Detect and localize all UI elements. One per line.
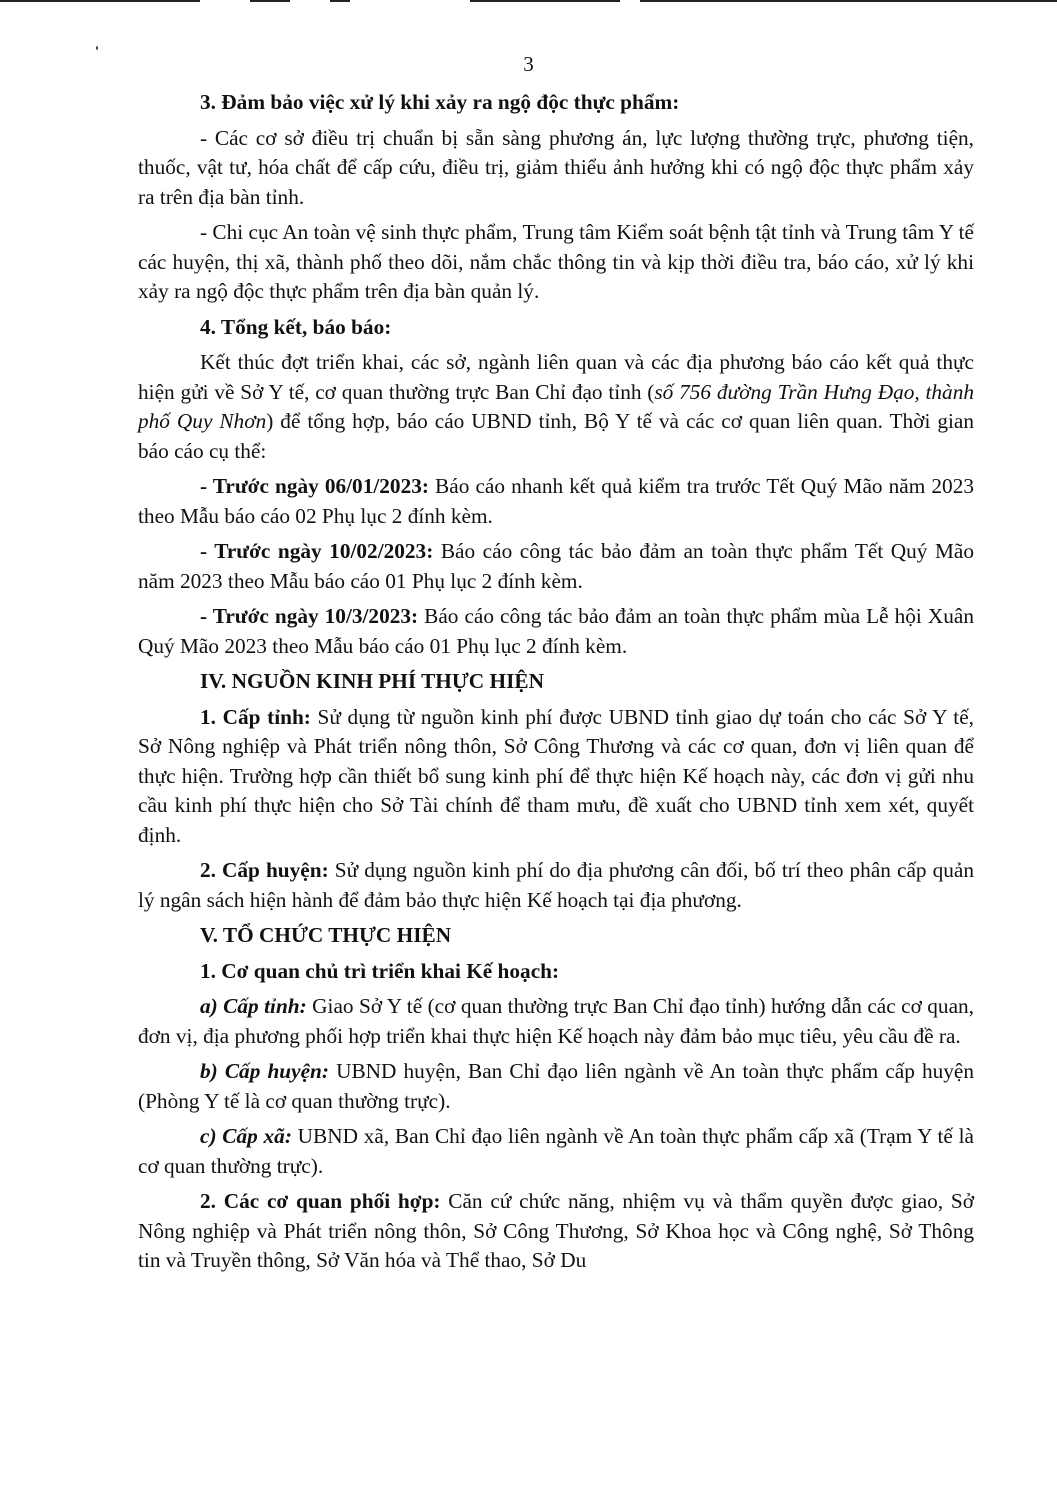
deadline-label: - Trước ngày 10/02/2023: [200,539,434,563]
subsection-heading: 1. Cơ quan chủ trì triển khai Kế hoạch: [200,958,560,983]
text: Sử dụng nguồn kinh phí do địa phương cân đối, bố trí theo phân cấp quản lý ngân sách hiện hành để đảm bảo thực hiện Kế hoạch tại địa phương. [138,858,974,912]
paragraph: - Chi cục An toàn vệ sinh thực phẩm, Trung tâm Kiểm soát bệnh tật tỉnh và Trung tâm Y tế các huyện, thị xã, thành phố theo dõi, nắm chắc thông tin và kịp thời điều tra, báo cáo, xử lý khi xảy ra ngộ độc thực phẩm trên địa bàn quản lý. [138,220,974,303]
deadline-item [138,537,974,596]
section-3-heading: 3. Đảm bảo việc xử lý khi xảy ra ngộ độc thực phẩm: [200,90,680,114]
deadline-item [138,602,974,661]
section-4-heading: 4. Tổng kết, báo báo: [200,314,392,339]
text: UBND huyện, Ban Chỉ đạo liên ngành về An toàn thực phẩm cấp huyện (Phòng Y tế là cơ quan thường trực). [138,1059,974,1113]
page-number: 3 [523,52,534,76]
document-body [138,88,974,1282]
text: Căn cứ chức năng, nhiệm vụ và thẩm quyền được giao, Sở Nông nghiệp và Phát triển nông thôn, Sở Công Thương, Sở Khoa học và Công nghệ, Sở Thông tin và Truyền thông, Sở Văn hóa và Thể thao, Sở Du [138,1189,975,1272]
paragraph [138,992,974,1051]
paragraph [138,1057,974,1116]
item-label: c) Cấp xã: [200,1124,292,1148]
text: Sử dụng từ nguồn kinh phí được UBND tỉnh giao dự toán cho các Sở Y tế, Sở Nông nghiệp và Phát triển nông thôn, Sở Công Thương và các cơ quan, đơn vị liên quan để thực hiện. Trường hợp cần thiết bổ sung kinh phí để thực hiện Kế hoạch này, các đơn vị gửi nhu cầu kinh phí thực hiện cho Sở Tài chính để tham mưu, đề xuất cho UBND tỉnh xem xét, quyết định. [138,704,974,847]
section-iv-heading: IV. NGUỒN KINH PHÍ THỰC HIỆN [200,669,544,693]
item-label: a) Cấp tỉnh: [200,994,307,1018]
address-text: số 756 đường Trần Hưng Đạo, thành phố Quy Nhơn [138,379,975,433]
deadline-text: Báo cáo công tác bảo đảm an toàn thực phẩm Tết Quý Mão năm 2023 theo Mẫu báo cáo 01 Phụ lục 2 đính kèm. [138,539,974,593]
paragraph [138,1122,974,1181]
text: ) để tổng hợp, báo cáo UBND tỉnh, Bộ Y tế và các cơ quan liên quan. Thời gian báo cáo cụ thể: [138,409,974,463]
deadline-text: Báo cáo công tác bảo đảm an toàn thực phẩm mùa Lễ hội Xuân Quý Mão 2023 theo Mẫu báo cáo 01 Phụ lục 2 đính kèm. [138,604,974,658]
scan-edge-line [0,0,200,2]
scan-edge-line [330,0,350,2]
section-v-heading: V. TỔ CHỨC THỰC HIỆN [200,923,452,947]
paragraph [138,856,974,915]
text: Kết thúc đợt triển khai, các sở, ngành liên quan và các địa phương báo cáo kết quả thực hiện gửi về Sở Y tế, cơ quan thường trực Ban Chỉ đạo tỉnh ( [138,350,974,404]
deadline-label: - Trước ngày 10/3/2023: [200,604,419,628]
scan-edge-line [640,0,1057,2]
scan-edge-line [470,0,620,2]
paragraph [138,703,974,851]
paragraph [138,348,974,466]
deadline-label: - Trước ngày 06/01/2023: [200,474,429,498]
item-label: b) Cấp huyện: [200,1059,329,1083]
text: UBND xã, Ban Chỉ đạo liên ngành về An toàn thực phẩm cấp xã (Trạm Y tế là cơ quan thường trực). [138,1124,974,1178]
scan-edge-line [250,0,290,2]
deadline-item [138,472,974,531]
scan-speck [96,46,98,50]
text: Giao Sở Y tế (cơ quan thường trực Ban Chỉ đạo tỉnh) hướng dẫn các cơ quan, đơn vị, địa phương phối hợp triển khai thực hiện Kế hoạch này đảm bảo mục tiêu, yêu cầu đề ra. [138,994,974,1048]
item-label: 1. Cấp tỉnh: [200,704,311,729]
deadline-text: Báo cáo nhanh kết quả kiểm tra trước Tết Quý Mão năm 2023 theo Mẫu báo cáo 02 Phụ lục 2 đính kèm. [138,474,975,528]
item-label: 2. Cấp huyện: [200,858,329,882]
paragraph: - Các cơ sở điều trị chuẩn bị sẵn sàng phương án, lực lượng thường trực, phương tiện, thuốc, vật tư, hóa chất để cấp cứu, điều trị, giảm thiểu ảnh hưởng khi có ngộ độc thực phẩm xảy ra trên địa bàn tỉnh. [138,125,974,209]
paragraph [138,1187,974,1276]
item-label: 2. Các cơ quan phối hợp: [200,1189,441,1213]
